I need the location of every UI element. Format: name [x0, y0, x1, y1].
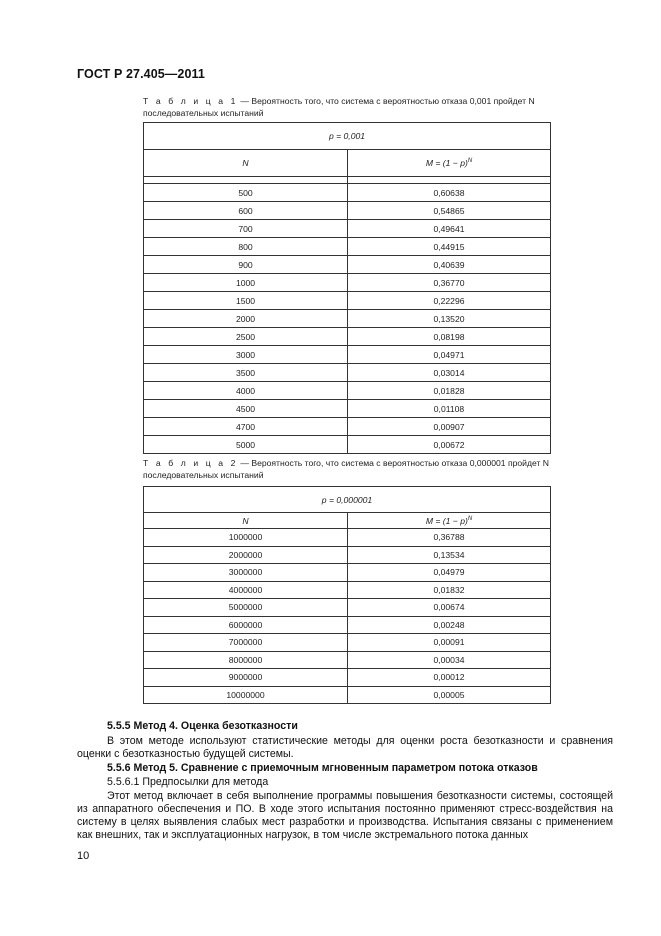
section-555-title: 5.5.5 Метод 4. Оценка безотказности — [107, 720, 298, 732]
table1-row — [144, 256, 551, 274]
document-header: ГОСТ Р 27.405—2011 — [77, 67, 205, 81]
table1-cell-n: 3000 — [144, 346, 348, 364]
table1-cell-m: 0,22296 — [348, 292, 551, 310]
table2-cell-m: 0,00674 — [348, 599, 551, 617]
table1-row — [144, 346, 551, 364]
table1-cell-m: 0,60638 — [348, 184, 551, 202]
table1-spacer — [144, 177, 348, 184]
table2-row — [144, 564, 551, 582]
table1-spacer — [348, 177, 551, 184]
table2-cell-n: 6000000 — [144, 616, 348, 634]
table2-cell-n: 10000000 — [144, 686, 348, 704]
table1-cell-n: 4500 — [144, 400, 348, 418]
table1-cell-m: 0,49641 — [348, 220, 551, 238]
table1-cell-n: 5000 — [144, 436, 348, 454]
table1-cell-n: 4700 — [144, 418, 348, 436]
table1-param-header: p = 0,001 — [144, 123, 551, 150]
table2-row — [144, 669, 551, 687]
table2-cell-m: 0,00248 — [348, 616, 551, 634]
table2-cell-n: 3000000 — [144, 564, 348, 582]
table1-cell-n: 4000 — [144, 382, 348, 400]
table2-cell-m: 0,01832 — [348, 581, 551, 599]
table1-col-n-header: N — [144, 150, 348, 177]
table2-label: Т а б л и ц а 2 — [143, 458, 238, 468]
table1-row — [144, 400, 551, 418]
table1-row — [144, 436, 551, 454]
table2-cell-m: 0,00005 — [348, 686, 551, 704]
section-5561-subtitle: 5.5.6.1 Предпосылки для метода — [107, 776, 269, 788]
section-556-text: Этот метод включает в себя выполнение программы повышения безотказности системы, состоящей из аппаратного обеспечения и ПО. В ходе этого испытания постоянно применяют стресс-воздействия на систему в целях выявления слабых мест разработки и производства. Испытания связаны с применением как внешних, так и эксплуатационных нагрузок, в том числе экстремального потока данных — [77, 790, 613, 841]
table2-cell-n: 5000000 — [144, 599, 348, 617]
section-556-body — [77, 790, 613, 842]
table1-cell-m: 0,00672 — [348, 436, 551, 454]
table1-cell-n: 2500 — [144, 328, 348, 346]
table2-col-n-header: N — [144, 513, 348, 529]
table2-cell-m: 0,00034 — [348, 651, 551, 669]
table1-cell-m: 0,04971 — [348, 346, 551, 364]
table2-row — [144, 686, 551, 704]
table1-row — [144, 184, 551, 202]
table2-row — [144, 651, 551, 669]
table1-col-m-header: $M = (1 - p)^N$ — [348, 150, 551, 177]
table1-row — [144, 328, 551, 346]
table1-cell-m: 0,00907 — [348, 418, 551, 436]
table2-cell-m: 0,36788 — [348, 529, 551, 547]
table1-row — [144, 364, 551, 382]
table2-row — [144, 581, 551, 599]
table1-cell-m: 0,54865 — [348, 202, 551, 220]
table1-cell-n: 2000 — [144, 310, 348, 328]
table1-cell-m: 0,13520 — [348, 310, 551, 328]
table1-cell-n: 500 — [144, 184, 348, 202]
table1-cell-m: 0,01108 — [348, 400, 551, 418]
table2-cell-m: 0,13534 — [348, 546, 551, 564]
table2-row — [144, 616, 551, 634]
table1-label: Т а б л и ц а 1 — [143, 96, 238, 106]
table2-row — [144, 634, 551, 652]
table2 — [143, 486, 551, 704]
table2-param-header: p = 0,000001 — [144, 487, 551, 513]
table2-cell-n: 2000000 — [144, 546, 348, 564]
table1-cell-n: 1000 — [144, 274, 348, 292]
section-555-text: В этом методе используют статистические методы для оценки роста безотказности и сравнения оценки с безотказностью будущей системы. — [77, 735, 613, 760]
table2-cell-m: 0,00091 — [348, 634, 551, 652]
table1-row — [144, 292, 551, 310]
table1-cell-m: 0,08198 — [348, 328, 551, 346]
table1-row — [144, 220, 551, 238]
table1-row — [144, 238, 551, 256]
table1-caption — [143, 95, 563, 119]
table1-cell-n: 600 — [144, 202, 348, 220]
table1-cell-n: 700 — [144, 220, 348, 238]
section-555-body — [77, 735, 613, 761]
table1 — [143, 122, 551, 454]
table1-cell-m: 0,01828 — [348, 382, 551, 400]
table2-row — [144, 529, 551, 547]
table2-row — [144, 599, 551, 617]
table2-col-m-header: $M = (1 - p)^N$ — [348, 513, 551, 529]
table1-row — [144, 310, 551, 328]
table2-caption — [143, 457, 563, 481]
table2-caption-text: — Вероятность того, что система с вероятностью отказа 0,000001 пройдет N последовательных испытаний — [143, 458, 550, 480]
page-number: 10 — [77, 850, 90, 862]
table1-row — [144, 382, 551, 400]
table2-cell-n: 4000000 — [144, 581, 348, 599]
table1-cell-n: 1500 — [144, 292, 348, 310]
table1-cell-n: 3500 — [144, 364, 348, 382]
table2-cell-m: 0,04979 — [348, 564, 551, 582]
table2-cell-n: 9000000 — [144, 669, 348, 687]
table1-row — [144, 418, 551, 436]
table1-cell-m: 0,36770 — [348, 274, 551, 292]
section-556-title: 5.5.6 Метод 5. Сравнение с приемочным мгновенным параметром потока отказов — [107, 762, 538, 774]
table1-cell-m: 0,40639 — [348, 256, 551, 274]
table2-cell-n: 7000000 — [144, 634, 348, 652]
table2-cell-m: 0,00012 — [348, 669, 551, 687]
table2-cell-n: 1000000 — [144, 529, 348, 547]
table2-cell-n: 8000000 — [144, 651, 348, 669]
table1-cell-n: 900 — [144, 256, 348, 274]
table2-row — [144, 546, 551, 564]
table1-cell-n: 800 — [144, 238, 348, 256]
table1-row — [144, 274, 551, 292]
table1-row — [144, 202, 551, 220]
table1-cell-m: 0,03014 — [348, 364, 551, 382]
table1-caption-text: — Вероятность того, что система с вероятностью отказа 0,001 пройдет N последовательных испытаний — [143, 96, 535, 118]
table1-cell-m: 0,44915 — [348, 238, 551, 256]
